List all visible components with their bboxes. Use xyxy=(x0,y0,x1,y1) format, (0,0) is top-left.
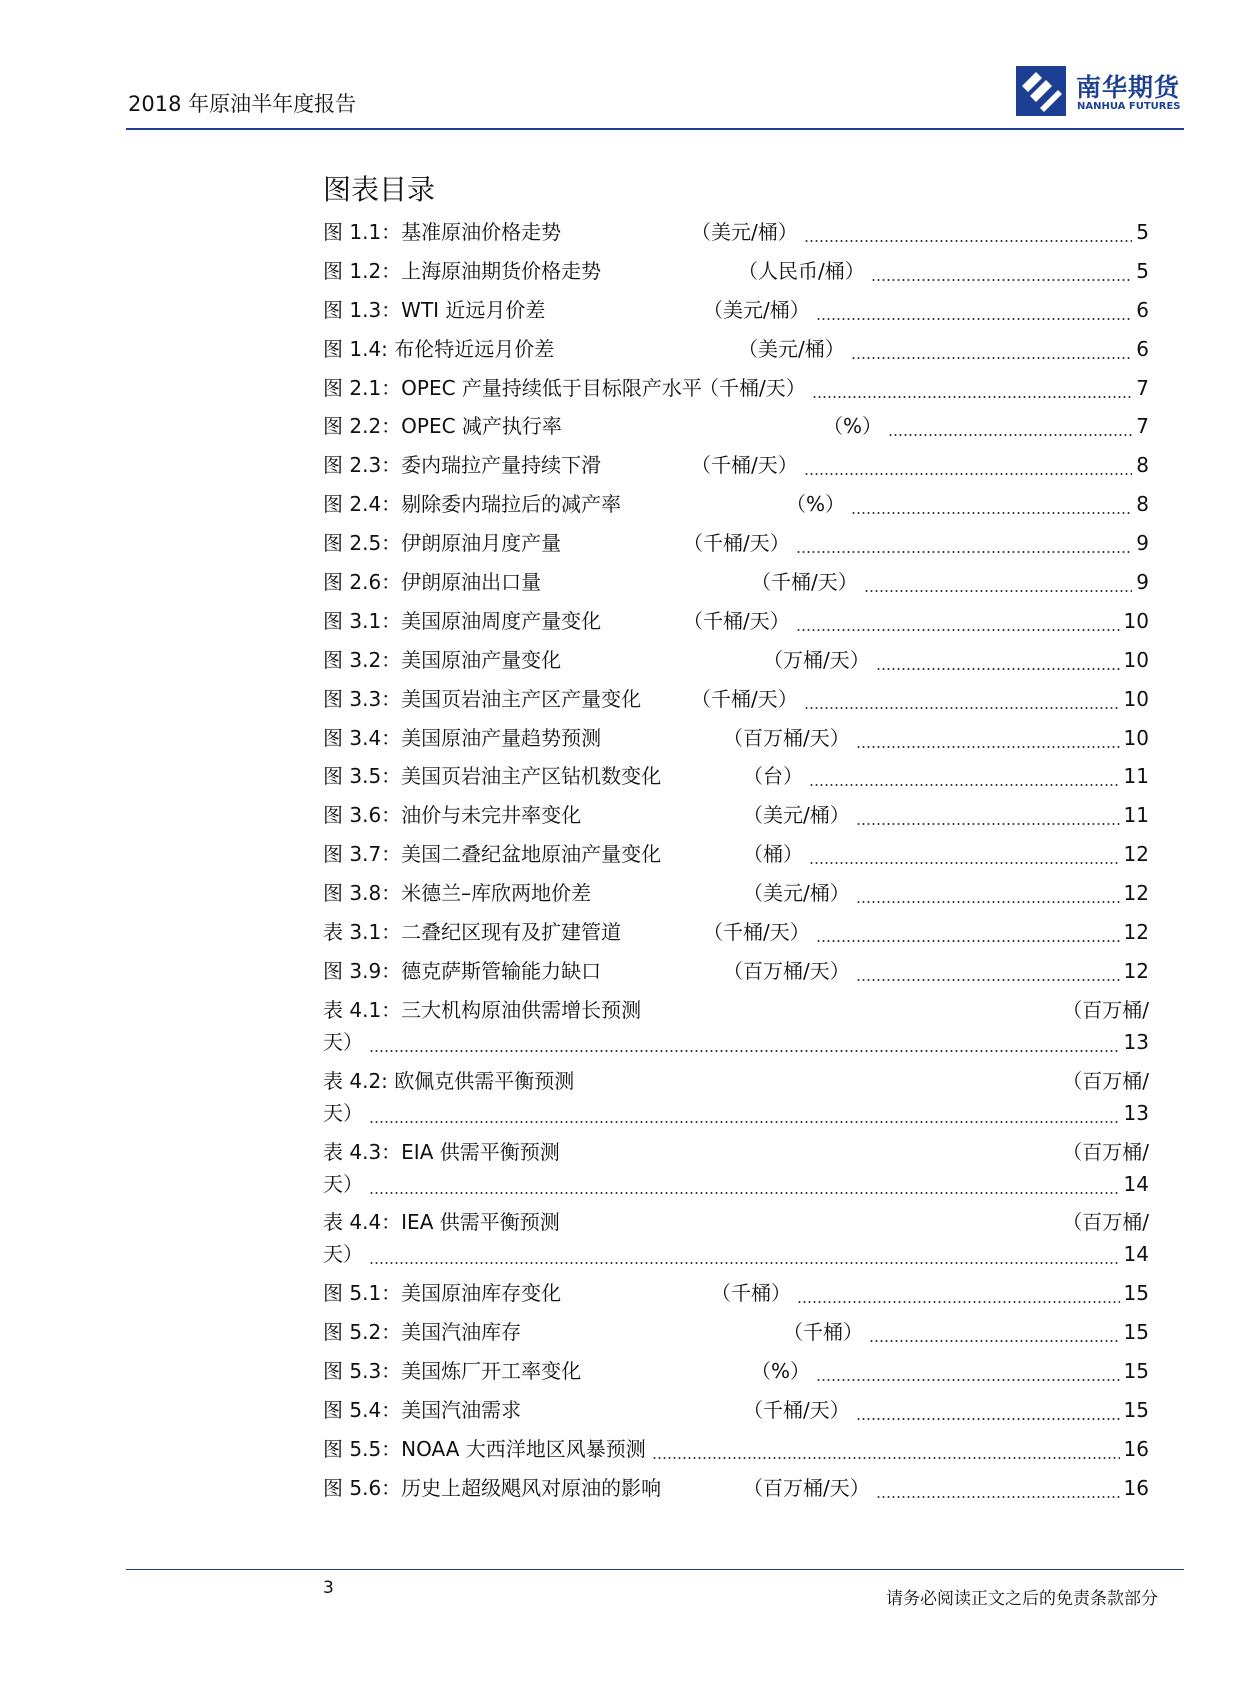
leader-dots xyxy=(369,1262,1120,1264)
toc-entry[interactable] xyxy=(323,680,1149,719)
toc-entry[interactable] xyxy=(323,524,1149,563)
toc-entry[interactable] xyxy=(323,1313,1149,1352)
leader-dots xyxy=(809,862,1120,864)
leader-dots xyxy=(369,1050,1120,1052)
toc-entry-label: 表 4.1：三大机构原油供需增长预测 xyxy=(323,997,642,1022)
toc-entry-label: 图 5.2：美国汽油库存 xyxy=(323,1320,522,1345)
toc-entry-continuation[interactable] xyxy=(323,1094,1149,1133)
toc-entry-unit: （美元/桶） xyxy=(691,220,798,244)
toc-entry[interactable] xyxy=(323,952,1149,991)
toc-entry-page: 15 xyxy=(1123,1359,1149,1384)
toc-entry-unit: （百万桶/天） xyxy=(723,725,850,750)
toc-entry-page: 14 xyxy=(1123,1171,1149,1196)
toc-entry[interactable] xyxy=(323,485,1149,524)
toc-entry[interactable] xyxy=(323,913,1149,952)
toc-entry-unit: （台） xyxy=(743,764,803,789)
toc-entry-label: 图 3.4：美国原油产量趋势预测 xyxy=(323,725,602,750)
toc-entry-unit: （美元/桶） xyxy=(743,881,850,906)
toc-entry-unit-continuation: 天） xyxy=(323,1171,363,1196)
toc-entry-continuation[interactable] xyxy=(323,1023,1149,1062)
leader-dots xyxy=(812,396,1132,398)
leader-dots xyxy=(876,1496,1120,1498)
toc-entry-page: 10 xyxy=(1123,647,1149,672)
toc-entry-unit: （%） xyxy=(823,414,883,439)
toc-entry[interactable] xyxy=(323,369,1149,408)
leader-dots xyxy=(856,746,1120,748)
toc-entry-label: 图 3.2：美国原油产量变化 xyxy=(323,647,562,672)
toc-entry[interactable] xyxy=(323,252,1149,291)
leader-dots xyxy=(816,1379,1120,1381)
disclaimer-note: 请务必阅读正文之后的免责条款部分 xyxy=(886,1589,1158,1609)
header-divider xyxy=(126,128,1184,130)
toc-entry-unit-continuation: 天） xyxy=(323,1029,363,1054)
toc-entry-label: 图 3.1：美国原油周度产量变化 xyxy=(323,608,602,633)
toc-entry-unit: （%） xyxy=(786,492,846,517)
toc-entry-page: 13 xyxy=(1123,1100,1149,1125)
toc-entry-label: 图 2.4：剔除委内瑞拉后的减产率 xyxy=(323,492,622,517)
toc-entry[interactable] xyxy=(323,1133,1149,1165)
toc-entry-unit: （人民币/桶） xyxy=(738,258,865,283)
toc-entry-label: 图 5.4：美国汽油需求 xyxy=(323,1398,522,1423)
toc-entry-unit: （百万桶/ xyxy=(1062,1139,1149,1164)
leader-dots xyxy=(652,1457,1120,1459)
toc-entry-label: 表 4.3：EIA 供需平衡预测 xyxy=(323,1139,560,1164)
leader-dots xyxy=(869,1340,1120,1342)
toc-entry-page: 12 xyxy=(1123,958,1149,983)
toc-entry-page: 15 xyxy=(1123,1281,1149,1306)
toc-entry-page: 11 xyxy=(1123,764,1149,789)
toc-entry[interactable] xyxy=(323,330,1149,369)
toc-entry-unit-continuation: 天） xyxy=(323,1100,363,1125)
toc-entry-label: 图 3.9：德克萨斯管输能力缺口 xyxy=(323,958,602,983)
toc-entry-continuation[interactable] xyxy=(323,1235,1149,1274)
toc-entry-label: 图 3.3：美国页岩油主产区产量变化 xyxy=(323,686,642,711)
leader-dots xyxy=(369,1121,1120,1123)
toc-entry-label: 图 1.4: 布伦特近远月价差 xyxy=(323,336,555,361)
toc-entry-label: 表 4.2: 欧佩克供需平衡预测 xyxy=(323,1068,575,1093)
toc-entry-unit: （百万桶/ xyxy=(1062,1210,1149,1235)
leader-dots xyxy=(369,1192,1120,1194)
toc-entry-page: 11 xyxy=(1123,803,1149,828)
toc-entry[interactable] xyxy=(323,213,1149,252)
toc-entry[interactable] xyxy=(323,1391,1149,1430)
report-title: 2018 年原油半年度报告 xyxy=(128,92,357,116)
toc-entry[interactable] xyxy=(323,641,1149,680)
toc-entry-page: 12 xyxy=(1123,920,1149,945)
leader-dots xyxy=(864,590,1132,592)
toc-entry-page: 13 xyxy=(1123,1029,1149,1054)
toc-entry-page: 14 xyxy=(1123,1242,1149,1267)
toc-entry-unit: （千桶/天） xyxy=(699,375,806,400)
toc-entry-label: 图 5.1：美国原油库存变化 xyxy=(323,1281,562,1306)
toc-entry-label: 图 3.6：油价与未完井率变化 xyxy=(323,803,582,828)
toc-entry-unit: （千桶） xyxy=(783,1320,863,1345)
toc-entry-label: 图 5.5：NOAA 大西洋地区风暴预测 xyxy=(323,1436,646,1461)
leader-dots xyxy=(804,240,1132,242)
toc-entry[interactable] xyxy=(323,1062,1149,1094)
toc-entry[interactable] xyxy=(323,407,1149,446)
toc-entry-label: 图 3.8：米德兰–库欣两地价差 xyxy=(323,881,592,906)
toc-entry-unit: （美元/桶） xyxy=(738,336,845,361)
leader-dots xyxy=(856,823,1120,825)
toc-entry[interactable] xyxy=(323,835,1149,874)
toc-entry[interactable] xyxy=(323,1203,1149,1235)
toc-entry-label: 图 1.2：上海原油期货价格走势 xyxy=(323,258,602,283)
toc-entry-unit: （%） xyxy=(751,1359,811,1384)
toc-entry-continuation[interactable] xyxy=(323,1165,1149,1204)
leader-dots xyxy=(816,318,1132,320)
toc-entry[interactable] xyxy=(323,291,1149,330)
toc-entry-unit: （万桶/天） xyxy=(763,647,870,672)
toc-entry-label: 图 3.5：美国页岩油主产区钻机数变化 xyxy=(323,764,662,789)
toc-entry-label: 图 2.5：伊朗原油月度产量 xyxy=(323,531,562,556)
toc-entry-label: 图 5.6：历史上超级飓风对原油的影响 xyxy=(323,1475,662,1500)
toc-entry-label: 图 2.2：OPEC 减产执行率 xyxy=(323,414,562,439)
toc-entry[interactable] xyxy=(323,1274,1149,1313)
toc-entry-page: 7 xyxy=(1136,375,1149,400)
leader-dots xyxy=(816,940,1120,942)
toc-entry-page: 5 xyxy=(1136,220,1149,244)
leader-dots xyxy=(804,473,1132,475)
toc-entry-page: 5 xyxy=(1136,258,1149,283)
toc-entry-page: 10 xyxy=(1123,686,1149,711)
toc-entry-unit: （桶） xyxy=(743,842,803,867)
leader-dots xyxy=(856,1418,1120,1420)
leader-dots xyxy=(796,551,1132,553)
page-number: 3 xyxy=(323,1578,334,1598)
toc-entry-unit-continuation: 天） xyxy=(323,1242,363,1267)
toc-entry-label: 图 1.1：基准原油价格走势 xyxy=(323,220,562,244)
toc-entry-label: 图 5.3：美国炼厂开工率变化 xyxy=(323,1359,582,1384)
toc-entry-unit: （百万桶/天） xyxy=(723,958,850,983)
toc-entry-label: 图 2.3：委内瑞拉产量持续下滑 xyxy=(323,453,602,478)
toc-entry-label: 图 2.6：伊朗原油出口量 xyxy=(323,570,542,595)
toc-entry[interactable] xyxy=(323,719,1149,758)
toc-entry-label: 图 1.3：WTI 近远月价差 xyxy=(323,297,546,322)
toc-entry-page: 6 xyxy=(1136,297,1149,322)
toc-entry-page: 12 xyxy=(1123,881,1149,906)
toc-entry-unit: （千桶/天） xyxy=(703,920,810,945)
toc-entry-unit: （百万桶/ xyxy=(1062,1068,1149,1093)
leader-dots xyxy=(856,979,1120,981)
toc-entry-page: 15 xyxy=(1123,1398,1149,1423)
leader-dots xyxy=(871,279,1132,281)
toc-entry-unit: （美元/桶） xyxy=(743,803,850,828)
toc-entry-page: 10 xyxy=(1123,608,1149,633)
toc-entry-page: 16 xyxy=(1123,1475,1149,1500)
leader-dots xyxy=(851,357,1132,359)
toc-entry-page: 10 xyxy=(1123,725,1149,750)
toc-entry[interactable] xyxy=(323,796,1149,835)
toc-entry-label: 图 2.1：OPEC 产量持续低于目标限产水平 xyxy=(323,375,702,400)
toc-entry[interactable] xyxy=(323,1469,1149,1508)
toc-entry-page: 6 xyxy=(1136,336,1149,361)
toc-entry-unit: （千桶/天） xyxy=(683,531,790,556)
toc-entry-unit: （千桶/天） xyxy=(751,570,858,595)
toc-entry[interactable] xyxy=(323,874,1149,913)
toc-entry-unit: （千桶/天） xyxy=(743,1398,850,1423)
toc-entry-unit: （千桶/天） xyxy=(691,453,798,478)
toc-entry-label: 图 3.7：美国二叠纪盆地原油产量变化 xyxy=(323,842,662,867)
toc-entry-unit: （百万桶/天） xyxy=(743,1475,870,1500)
leader-dots xyxy=(809,784,1120,786)
toc-entry[interactable] xyxy=(323,991,1149,1023)
logo-english-name: NANHUA FUTURES xyxy=(1077,101,1181,112)
toc-entry-unit: （千桶/天） xyxy=(683,608,790,633)
toc-entry-page: 7 xyxy=(1136,414,1149,439)
leader-dots xyxy=(851,512,1132,514)
toc-entry[interactable] xyxy=(323,1430,1149,1469)
toc-entry[interactable] xyxy=(323,602,1149,641)
toc-entry[interactable] xyxy=(323,757,1149,796)
toc-entry-page: 9 xyxy=(1136,570,1149,595)
leader-dots xyxy=(797,1301,1120,1303)
toc-heading: 图表目录 xyxy=(323,173,436,206)
toc-entry-page: 9 xyxy=(1136,531,1149,556)
table-of-figures xyxy=(323,213,1149,1508)
toc-entry-unit: （美元/桶） xyxy=(703,297,810,322)
leader-dots xyxy=(804,707,1120,709)
leader-dots xyxy=(876,668,1120,670)
toc-entry-page: 12 xyxy=(1123,842,1149,867)
toc-entry-label: 表 3.1：二叠纪区现有及扩建管道 xyxy=(323,920,622,945)
toc-entry-page: 8 xyxy=(1136,453,1149,478)
toc-entry-label: 表 4.4：IEA 供需平衡预测 xyxy=(323,1210,560,1235)
toc-entry[interactable] xyxy=(323,446,1149,485)
logo-chinese-name: 南华期货 xyxy=(1076,73,1181,102)
toc-entry[interactable] xyxy=(323,563,1149,602)
leader-dots xyxy=(888,434,1132,436)
nanhua-logo-icon xyxy=(1016,66,1066,116)
toc-entry-unit: （千桶） xyxy=(711,1281,791,1306)
company-logo xyxy=(1016,66,1191,118)
footer-divider xyxy=(126,1569,1184,1570)
toc-entry[interactable] xyxy=(323,1352,1149,1391)
toc-entry-page: 16 xyxy=(1123,1436,1149,1461)
leader-dots xyxy=(796,629,1120,631)
leader-dots xyxy=(856,901,1120,903)
toc-entry-page: 8 xyxy=(1136,492,1149,517)
toc-entry-unit: （千桶/天） xyxy=(691,686,798,711)
toc-entry-unit: （百万桶/ xyxy=(1062,997,1149,1022)
toc-entry-page: 15 xyxy=(1123,1320,1149,1345)
